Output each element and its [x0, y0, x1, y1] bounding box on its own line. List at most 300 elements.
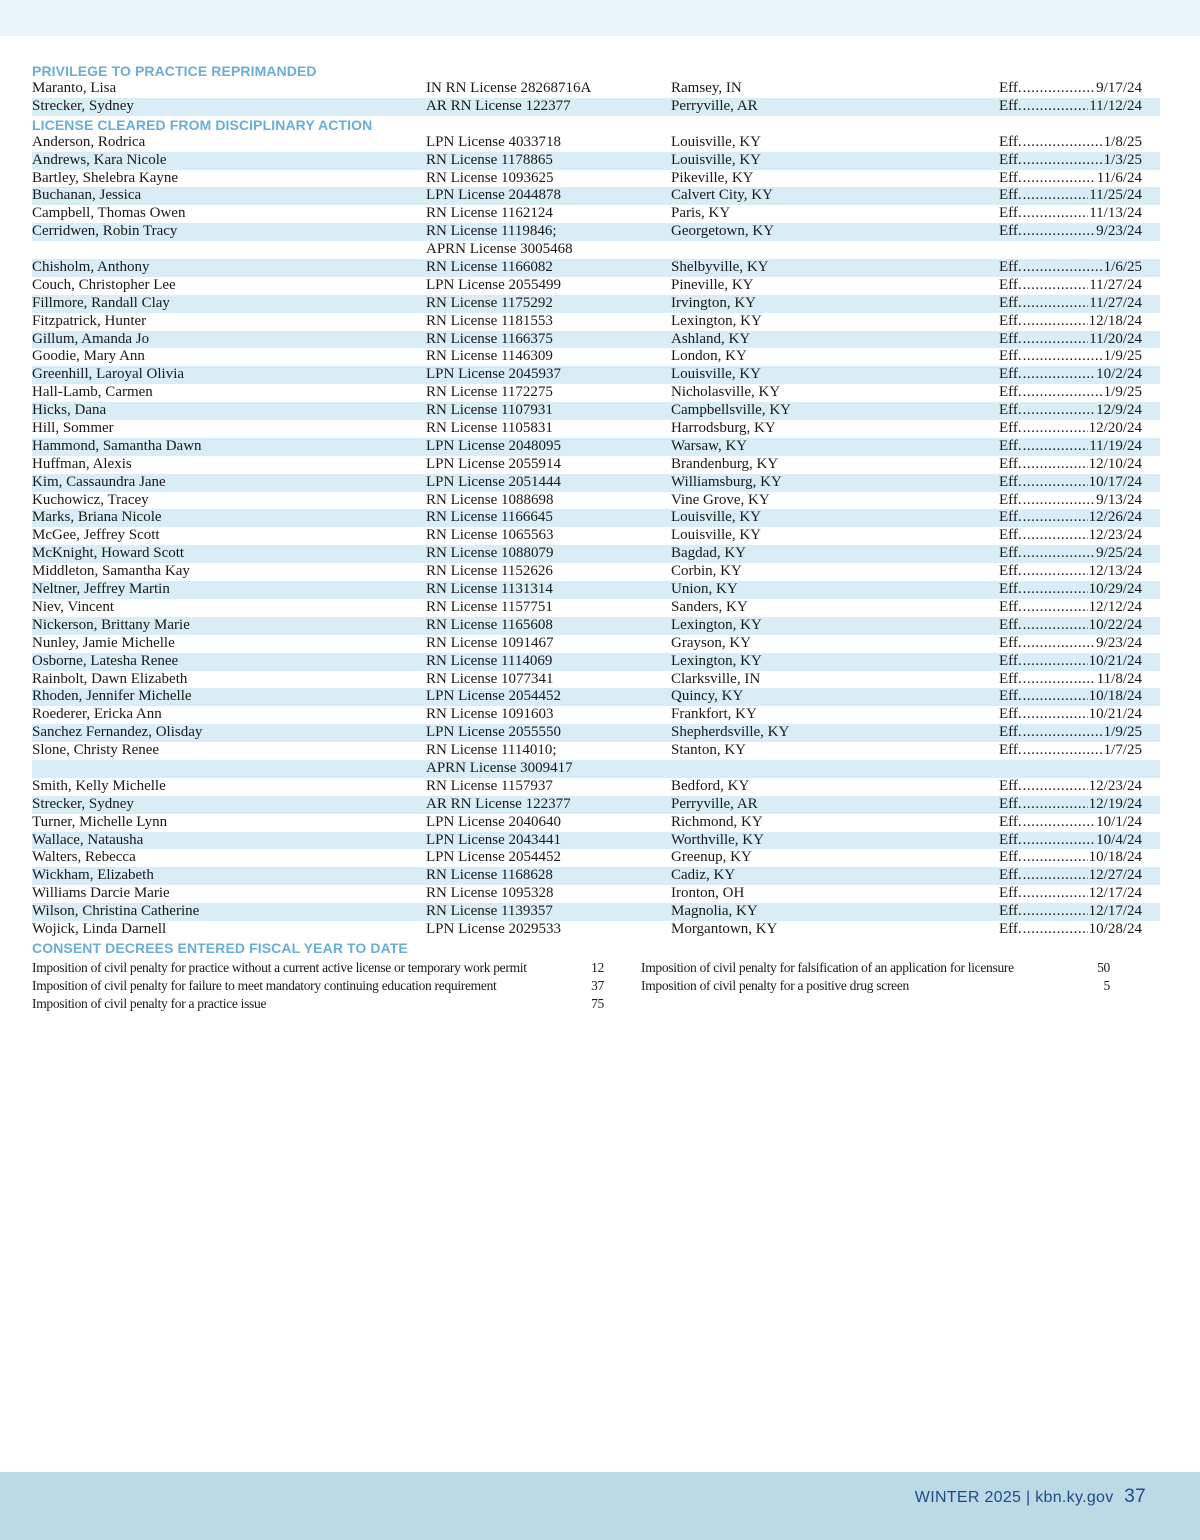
effective-date: 10/22/24	[1088, 616, 1142, 633]
license-number: RN License 1178865	[426, 151, 553, 168]
effective-date: 12/9/24	[1096, 402, 1142, 419]
licensee-location: Calvert City, KY	[671, 187, 773, 204]
licensee-name: Anderson, Rodrica	[32, 133, 146, 150]
licensee-name: Greenhill, Laroyal Olivia	[32, 366, 185, 383]
licensee-location: Bagdad, KY	[671, 545, 746, 562]
dot-leader	[1023, 617, 1088, 635]
table-row	[32, 241, 1160, 259]
licensee-name: Roederer, Ericka Ann	[32, 706, 162, 723]
footer-text	[915, 1486, 1146, 1508]
effective-date: 10/1/24	[1096, 813, 1142, 830]
effective-date-cell	[999, 384, 1142, 402]
dot-leader	[1023, 742, 1103, 760]
effective-date-cell	[999, 438, 1142, 456]
effective-date: 9/25/24	[1096, 545, 1142, 562]
effective-date: 10/2/24	[1096, 366, 1142, 383]
table-row	[32, 706, 1160, 724]
dot-leader	[1023, 867, 1088, 885]
table-row	[32, 98, 1160, 116]
dot-leader	[1023, 921, 1088, 939]
effective-label: Eff.	[999, 455, 1022, 472]
effective-date: 12/23/24	[1088, 527, 1142, 544]
effective-date-cell	[999, 402, 1142, 420]
table-row	[32, 742, 1160, 760]
effective-date-cell	[999, 545, 1142, 563]
effective-date: 10/18/24	[1088, 688, 1142, 705]
section-heading: LICENSE CLEARED FROM DISCIPLINARY ACTION	[32, 116, 373, 133]
licensee-name: Chisholm, Anthony	[32, 259, 150, 276]
license-number: RN License 1162124	[426, 205, 553, 222]
licensee-name: Wojick, Linda Darnell	[32, 920, 167, 937]
consent-decrees-table	[32, 959, 1160, 1013]
dot-leader	[1023, 832, 1096, 850]
effective-date-cell	[999, 331, 1142, 349]
effective-label: Eff.	[999, 867, 1022, 884]
licensee-name: Fitzpatrick, Hunter	[32, 312, 147, 329]
top-band	[0, 0, 1200, 36]
licensee-location: Pikeville, KY	[671, 169, 754, 186]
penalty-description: Imposition of civil penalty for failure to meet mandatory continuing education requirement	[32, 977, 497, 993]
table-row	[32, 563, 1160, 581]
effective-date-cell	[999, 474, 1142, 492]
licensee-location: Lexington, KY	[671, 652, 762, 669]
licensee-name: Smith, Kelly Michelle	[32, 777, 166, 794]
effective-date-cell	[999, 492, 1142, 510]
effective-date: 9/23/24	[1096, 223, 1142, 240]
effective-date-cell	[999, 724, 1142, 742]
table-row	[32, 134, 1160, 152]
table-row	[32, 867, 1160, 885]
licensee-location: London, KY	[671, 348, 747, 365]
license-number: LPN License 2048095	[426, 437, 561, 454]
licensee-name: Hammond, Samantha Dawn	[32, 437, 202, 454]
license-number: RN License 1172275	[426, 384, 553, 401]
effective-label: Eff.	[999, 545, 1022, 562]
consent-decrees-heading: CONSENT DECREES ENTERED FISCAL YEAR TO DATE	[32, 939, 408, 956]
effective-date: 10/4/24	[1096, 831, 1142, 848]
effective-date-cell	[999, 313, 1142, 331]
licensee-name: Nickerson, Brittany Marie	[32, 616, 190, 633]
dot-leader	[1023, 635, 1096, 653]
license-number: RN License 1091467	[426, 634, 554, 651]
license-number: RN License 1168628	[426, 867, 553, 884]
licensee-location: Louisville, KY	[671, 366, 761, 383]
effective-date-cell	[999, 509, 1142, 527]
effective-label: Eff.	[999, 151, 1022, 168]
licensee-name: Buchanan, Jessica	[32, 187, 142, 204]
licensee-name: Walters, Rebecca	[32, 849, 136, 866]
effective-date-cell	[999, 366, 1142, 384]
license-number: RN License 1157937	[426, 777, 553, 794]
penalty-count: 37	[591, 977, 604, 993]
dot-leader	[1023, 671, 1096, 689]
license-number: AR RN License 122377	[426, 97, 571, 114]
effective-date: 12/20/24	[1088, 420, 1142, 437]
effective-date-cell	[999, 671, 1142, 689]
licensee-location: Richmond, KY	[671, 813, 763, 830]
table-row	[32, 80, 1160, 98]
license-number: LPN License 2040640	[426, 813, 561, 830]
effective-date-cell	[999, 617, 1142, 635]
licensee-name: Nunley, Jamie Michelle	[32, 634, 175, 651]
effective-date-cell	[999, 259, 1142, 277]
license-number: RN License 1114010;	[426, 742, 557, 759]
licensee-name: Wickham, Elizabeth	[32, 867, 154, 884]
effective-date: 11/27/24	[1089, 276, 1142, 293]
dot-leader	[1023, 492, 1096, 510]
effective-label: Eff.	[999, 688, 1022, 705]
penalty-description: Imposition of civil penalty for falsification of an application for licensure	[641, 959, 1014, 975]
licensee-location: Warsaw, KY	[671, 437, 748, 454]
effective-date: 10/28/24	[1088, 920, 1142, 937]
effective-date: 11/12/24	[1089, 97, 1142, 114]
licensee-location: Lexington, KY	[671, 312, 762, 329]
licensee-name: Strecker, Sydney	[32, 795, 134, 812]
footer-site-link[interactable]: kbn.ky.gov	[1035, 1489, 1114, 1506]
license-number: RN License 1175292	[426, 294, 553, 311]
dot-leader	[1023, 277, 1089, 295]
table-row	[32, 527, 1160, 545]
license-number: RN License 1139357	[426, 903, 553, 920]
dot-leader	[1023, 384, 1103, 402]
effective-label: Eff.	[999, 133, 1022, 150]
licensee-name: Wallace, Natausha	[32, 831, 144, 848]
table-row	[32, 832, 1160, 850]
dot-leader	[1023, 903, 1088, 921]
effective-date: 11/19/24	[1089, 437, 1142, 454]
license-number: LPN License 2055499	[426, 276, 561, 293]
licensee-location: Williamsburg, KY	[671, 473, 782, 490]
effective-date: 12/19/24	[1088, 795, 1142, 812]
licensee-location: Greenup, KY	[671, 849, 752, 866]
dot-leader	[1023, 366, 1096, 384]
license-number: LPN License 2044878	[426, 187, 561, 204]
effective-label: Eff.	[999, 813, 1022, 830]
licensee-location: Ironton, OH	[671, 885, 745, 902]
effective-label: Eff.	[999, 849, 1022, 866]
effective-label: Eff.	[999, 795, 1022, 812]
license-number: RN License 1119846;	[426, 223, 557, 240]
dot-leader	[1023, 706, 1088, 724]
table-row	[32, 885, 1160, 903]
licensee-location: Stanton, KY	[671, 742, 746, 759]
license-number: APRN License 3005468	[426, 241, 573, 258]
penalty-count: 75	[591, 995, 604, 1011]
effective-label: Eff.	[999, 634, 1022, 651]
license-number: RN License 1077341	[426, 670, 554, 687]
license-number: RN License 1091603	[426, 706, 554, 723]
effective-date: 12/10/24	[1088, 455, 1142, 472]
effective-date-cell	[999, 796, 1142, 814]
table-row	[32, 724, 1160, 742]
effective-date-cell	[999, 420, 1142, 438]
licensee-location: Union, KY	[671, 581, 738, 598]
licensee-name: Williams Darcie Marie	[32, 885, 170, 902]
table-row	[32, 796, 1160, 814]
effective-date: 11/20/24	[1089, 330, 1142, 347]
licensee-location: Shelbyville, KY	[671, 259, 769, 276]
penalty-description: Imposition of civil penalty for a practice issue	[32, 995, 267, 1011]
licensee-location: Irvington, KY	[671, 294, 756, 311]
licensee-name: Turner, Michelle Lynn	[32, 813, 168, 830]
licensee-name: Rainbolt, Dawn Elizabeth	[32, 670, 188, 687]
license-number: RN License 1166375	[426, 330, 553, 347]
effective-label: Eff.	[999, 527, 1022, 544]
dot-leader	[1023, 152, 1103, 170]
effective-label: Eff.	[999, 706, 1022, 723]
table-row	[32, 331, 1160, 349]
licensee-location: Campbellsville, KY	[671, 402, 791, 419]
effective-date: 12/17/24	[1088, 903, 1142, 920]
dot-leader	[1023, 456, 1088, 474]
table-row	[32, 688, 1160, 706]
effective-date: 12/26/24	[1088, 509, 1142, 526]
dot-leader	[1023, 438, 1089, 456]
license-number: RN License 1181553	[426, 312, 553, 329]
footer-separator: |	[1026, 1489, 1031, 1506]
effective-date-cell	[999, 134, 1142, 152]
licensee-name: Kuchowicz, Tracey	[32, 491, 149, 508]
effective-label: Eff.	[999, 724, 1022, 741]
license-number: LPN License 2045937	[426, 366, 561, 383]
effective-label: Eff.	[999, 903, 1022, 920]
page-footer	[0, 1472, 1200, 1540]
license-number: LPN License 2029533	[426, 920, 561, 937]
license-number: RN License 1166645	[426, 509, 553, 526]
license-number: IN RN License 28268716A	[426, 80, 592, 96]
licensee-name: Fillmore, Randall Clay	[32, 294, 170, 311]
license-number: LPN License 2054452	[426, 688, 561, 705]
table-row	[32, 903, 1160, 921]
effective-date-cell	[999, 581, 1142, 599]
effective-date-cell	[999, 348, 1142, 366]
licensee-name: Couch, Christopher Lee	[32, 276, 176, 293]
table-row	[32, 384, 1160, 402]
table-row	[32, 814, 1160, 832]
effective-date: 10/21/24	[1088, 652, 1142, 669]
consent-decree-row	[32, 959, 1160, 977]
effective-date-cell	[999, 921, 1142, 939]
effective-date: 12/13/24	[1088, 563, 1142, 580]
dot-leader	[1023, 187, 1089, 205]
effective-date-cell	[999, 599, 1142, 617]
license-number: LPN License 4033718	[426, 133, 561, 150]
effective-date: 1/6/25	[1103, 259, 1142, 276]
licensee-location: Frankfort, KY	[671, 706, 757, 723]
licensee-location: Grayson, KY	[671, 634, 751, 651]
effective-label: Eff.	[999, 330, 1022, 347]
table-row	[32, 313, 1160, 331]
dot-leader	[1023, 313, 1088, 331]
effective-label: Eff.	[999, 420, 1022, 437]
effective-label: Eff.	[999, 598, 1022, 615]
dot-leader	[1023, 688, 1088, 706]
dot-leader	[1023, 724, 1103, 742]
license-number: RN License 1157751	[426, 598, 553, 615]
effective-date: 11/27/24	[1089, 294, 1142, 311]
table-row	[32, 170, 1160, 188]
effective-date-cell	[999, 563, 1142, 581]
effective-label: Eff.	[999, 97, 1022, 114]
dot-leader	[1023, 223, 1096, 241]
effective-label: Eff.	[999, 384, 1022, 401]
effective-date-cell	[999, 187, 1142, 205]
effective-label: Eff.	[999, 777, 1022, 794]
dot-leader	[1023, 599, 1088, 617]
licensee-location: Louisville, KY	[671, 509, 761, 526]
dot-leader	[1023, 778, 1088, 796]
section-heading: PRIVILEGE TO PRACTICE REPRIMANDED	[32, 63, 317, 79]
effective-label: Eff.	[999, 80, 1022, 96]
dot-leader	[1023, 331, 1089, 349]
licensee-location: Nicholasville, KY	[671, 384, 781, 401]
license-number: RN License 1065563	[426, 527, 554, 544]
table-row	[32, 581, 1160, 599]
licensee-location: Louisville, KY	[671, 527, 761, 544]
table-row	[32, 778, 1160, 796]
effective-label: Eff.	[999, 169, 1022, 186]
licensee-name: Hall-Lamb, Carmen	[32, 384, 153, 401]
penalty-description: Imposition of civil penalty for practice without a current active license or temporary work permit	[32, 959, 527, 975]
effective-label: Eff.	[999, 259, 1022, 276]
licensee-name: Slone, Christy Renee	[32, 742, 160, 759]
dot-leader	[1023, 402, 1096, 420]
licensee-location: Corbin, KY	[671, 563, 742, 580]
licensee-name: Middleton, Samantha Kay	[32, 563, 190, 580]
dot-leader	[1023, 885, 1088, 903]
dot-leader	[1023, 80, 1096, 98]
effective-date-cell	[999, 277, 1142, 295]
licensee-location: Louisville, KY	[671, 151, 761, 168]
license-number: RN License 1107931	[426, 402, 553, 419]
license-number: RN License 1093625	[426, 169, 554, 186]
dot-leader	[1023, 563, 1088, 581]
table-row	[32, 492, 1160, 510]
licensee-name: Marks, Briana Nicole	[32, 509, 162, 526]
effective-date-cell	[999, 295, 1142, 313]
licensee-location: Perryville, AR	[671, 97, 758, 114]
effective-label: Eff.	[999, 920, 1022, 937]
effective-date: 12/27/24	[1088, 867, 1142, 884]
license-number: LPN License 2054452	[426, 849, 561, 866]
effective-label: Eff.	[999, 437, 1022, 454]
effective-label: Eff.	[999, 742, 1022, 759]
table-row	[32, 474, 1160, 492]
licensee-location: Vine Grove, KY	[671, 491, 770, 508]
licensee-location: Georgetown, KY	[671, 223, 775, 240]
license-number: RN License 1088698	[426, 491, 554, 508]
effective-label: Eff.	[999, 187, 1022, 204]
effective-date: 9/17/24	[1096, 80, 1142, 96]
consent-decree-row	[32, 977, 1160, 995]
licensee-name: Hill, Sommer	[32, 420, 114, 437]
license-number: RN License 1088079	[426, 545, 554, 562]
license-number: LPN License 2051444	[426, 473, 561, 490]
license-number: LPN License 2043441	[426, 831, 561, 848]
license-number: LPN License 2055550	[426, 724, 561, 741]
licensee-location: Magnolia, KY	[671, 903, 758, 920]
effective-date: 12/18/24	[1088, 312, 1142, 329]
licensee-name: Campbell, Thomas Owen	[32, 205, 186, 222]
dot-leader	[1023, 849, 1088, 867]
table-row	[32, 348, 1160, 366]
effective-date: 11/25/24	[1089, 187, 1142, 204]
effective-date: 1/8/25	[1103, 133, 1142, 150]
license-number: RN License 1166082	[426, 259, 553, 276]
penalty-count: 12	[591, 959, 604, 975]
licensee-name: McGee, Jeffrey Scott	[32, 527, 160, 544]
licensee-name: Rhoden, Jennifer Michelle	[32, 688, 192, 705]
dot-leader	[1023, 545, 1096, 563]
dot-leader	[1023, 581, 1088, 599]
table-row	[32, 438, 1160, 456]
effective-label: Eff.	[999, 670, 1022, 687]
penalty-count: 50	[1097, 959, 1110, 975]
effective-date-cell	[999, 849, 1142, 867]
effective-label: Eff.	[999, 348, 1022, 365]
effective-date: 11/13/24	[1089, 205, 1142, 222]
licensee-name: Huffman, Alexis	[32, 455, 132, 472]
effective-label: Eff.	[999, 402, 1022, 419]
table-row	[32, 456, 1160, 474]
license-number: APRN License 3009417	[426, 759, 573, 776]
effective-date-cell	[999, 223, 1142, 241]
dot-leader	[1023, 98, 1089, 116]
effective-date-cell	[999, 80, 1142, 98]
licensee-location: Pineville, KY	[671, 276, 754, 293]
table-row	[32, 277, 1160, 295]
licensee-location: Cadiz, KY	[671, 867, 736, 884]
effective-date: 9/23/24	[1096, 634, 1142, 651]
dot-leader	[1023, 295, 1089, 313]
effective-date: 1/9/25	[1103, 724, 1142, 741]
table-row	[32, 205, 1160, 223]
effective-date: 10/18/24	[1088, 849, 1142, 866]
effective-date-cell	[999, 170, 1142, 188]
license-number: AR RN License 122377	[426, 795, 571, 812]
effective-date-cell	[999, 832, 1142, 850]
licensee-name: Osborne, Latesha Renee	[32, 652, 179, 669]
license-number: RN License 1146309	[426, 348, 553, 365]
table-row	[32, 635, 1160, 653]
licensee-name: Wilson, Christina Catherine	[32, 903, 200, 920]
license-number: RN License 1165608	[426, 616, 553, 633]
effective-date: 10/29/24	[1088, 581, 1142, 598]
effective-date-cell	[999, 527, 1142, 545]
licensee-name: Cerridwen, Robin Tracy	[32, 223, 178, 240]
penalty-count: 5	[1103, 977, 1110, 993]
license-number: RN License 1105831	[426, 420, 553, 437]
page-number: 37	[1124, 1486, 1146, 1507]
effective-label: Eff.	[999, 885, 1022, 902]
licensee-location: Shepherdsville, KY	[671, 724, 790, 741]
table-row	[32, 187, 1160, 205]
effective-date: 1/9/25	[1103, 348, 1142, 365]
disciplinary-actions-list	[32, 62, 1160, 1013]
license-number: RN License 1152626	[426, 563, 553, 580]
licensee-location: Harrodsburg, KY	[671, 420, 776, 437]
licensee-location: Quincy, KY	[671, 688, 744, 705]
effective-label: Eff.	[999, 581, 1022, 598]
effective-date: 10/17/24	[1088, 473, 1142, 490]
effective-date-cell	[999, 152, 1142, 170]
licensee-location: Ramsey, IN	[671, 80, 742, 96]
table-row	[32, 402, 1160, 420]
licensee-name: Niev, Vincent	[32, 598, 114, 615]
effective-date: 9/13/24	[1096, 491, 1142, 508]
table-row	[32, 921, 1160, 939]
effective-label: Eff.	[999, 831, 1022, 848]
